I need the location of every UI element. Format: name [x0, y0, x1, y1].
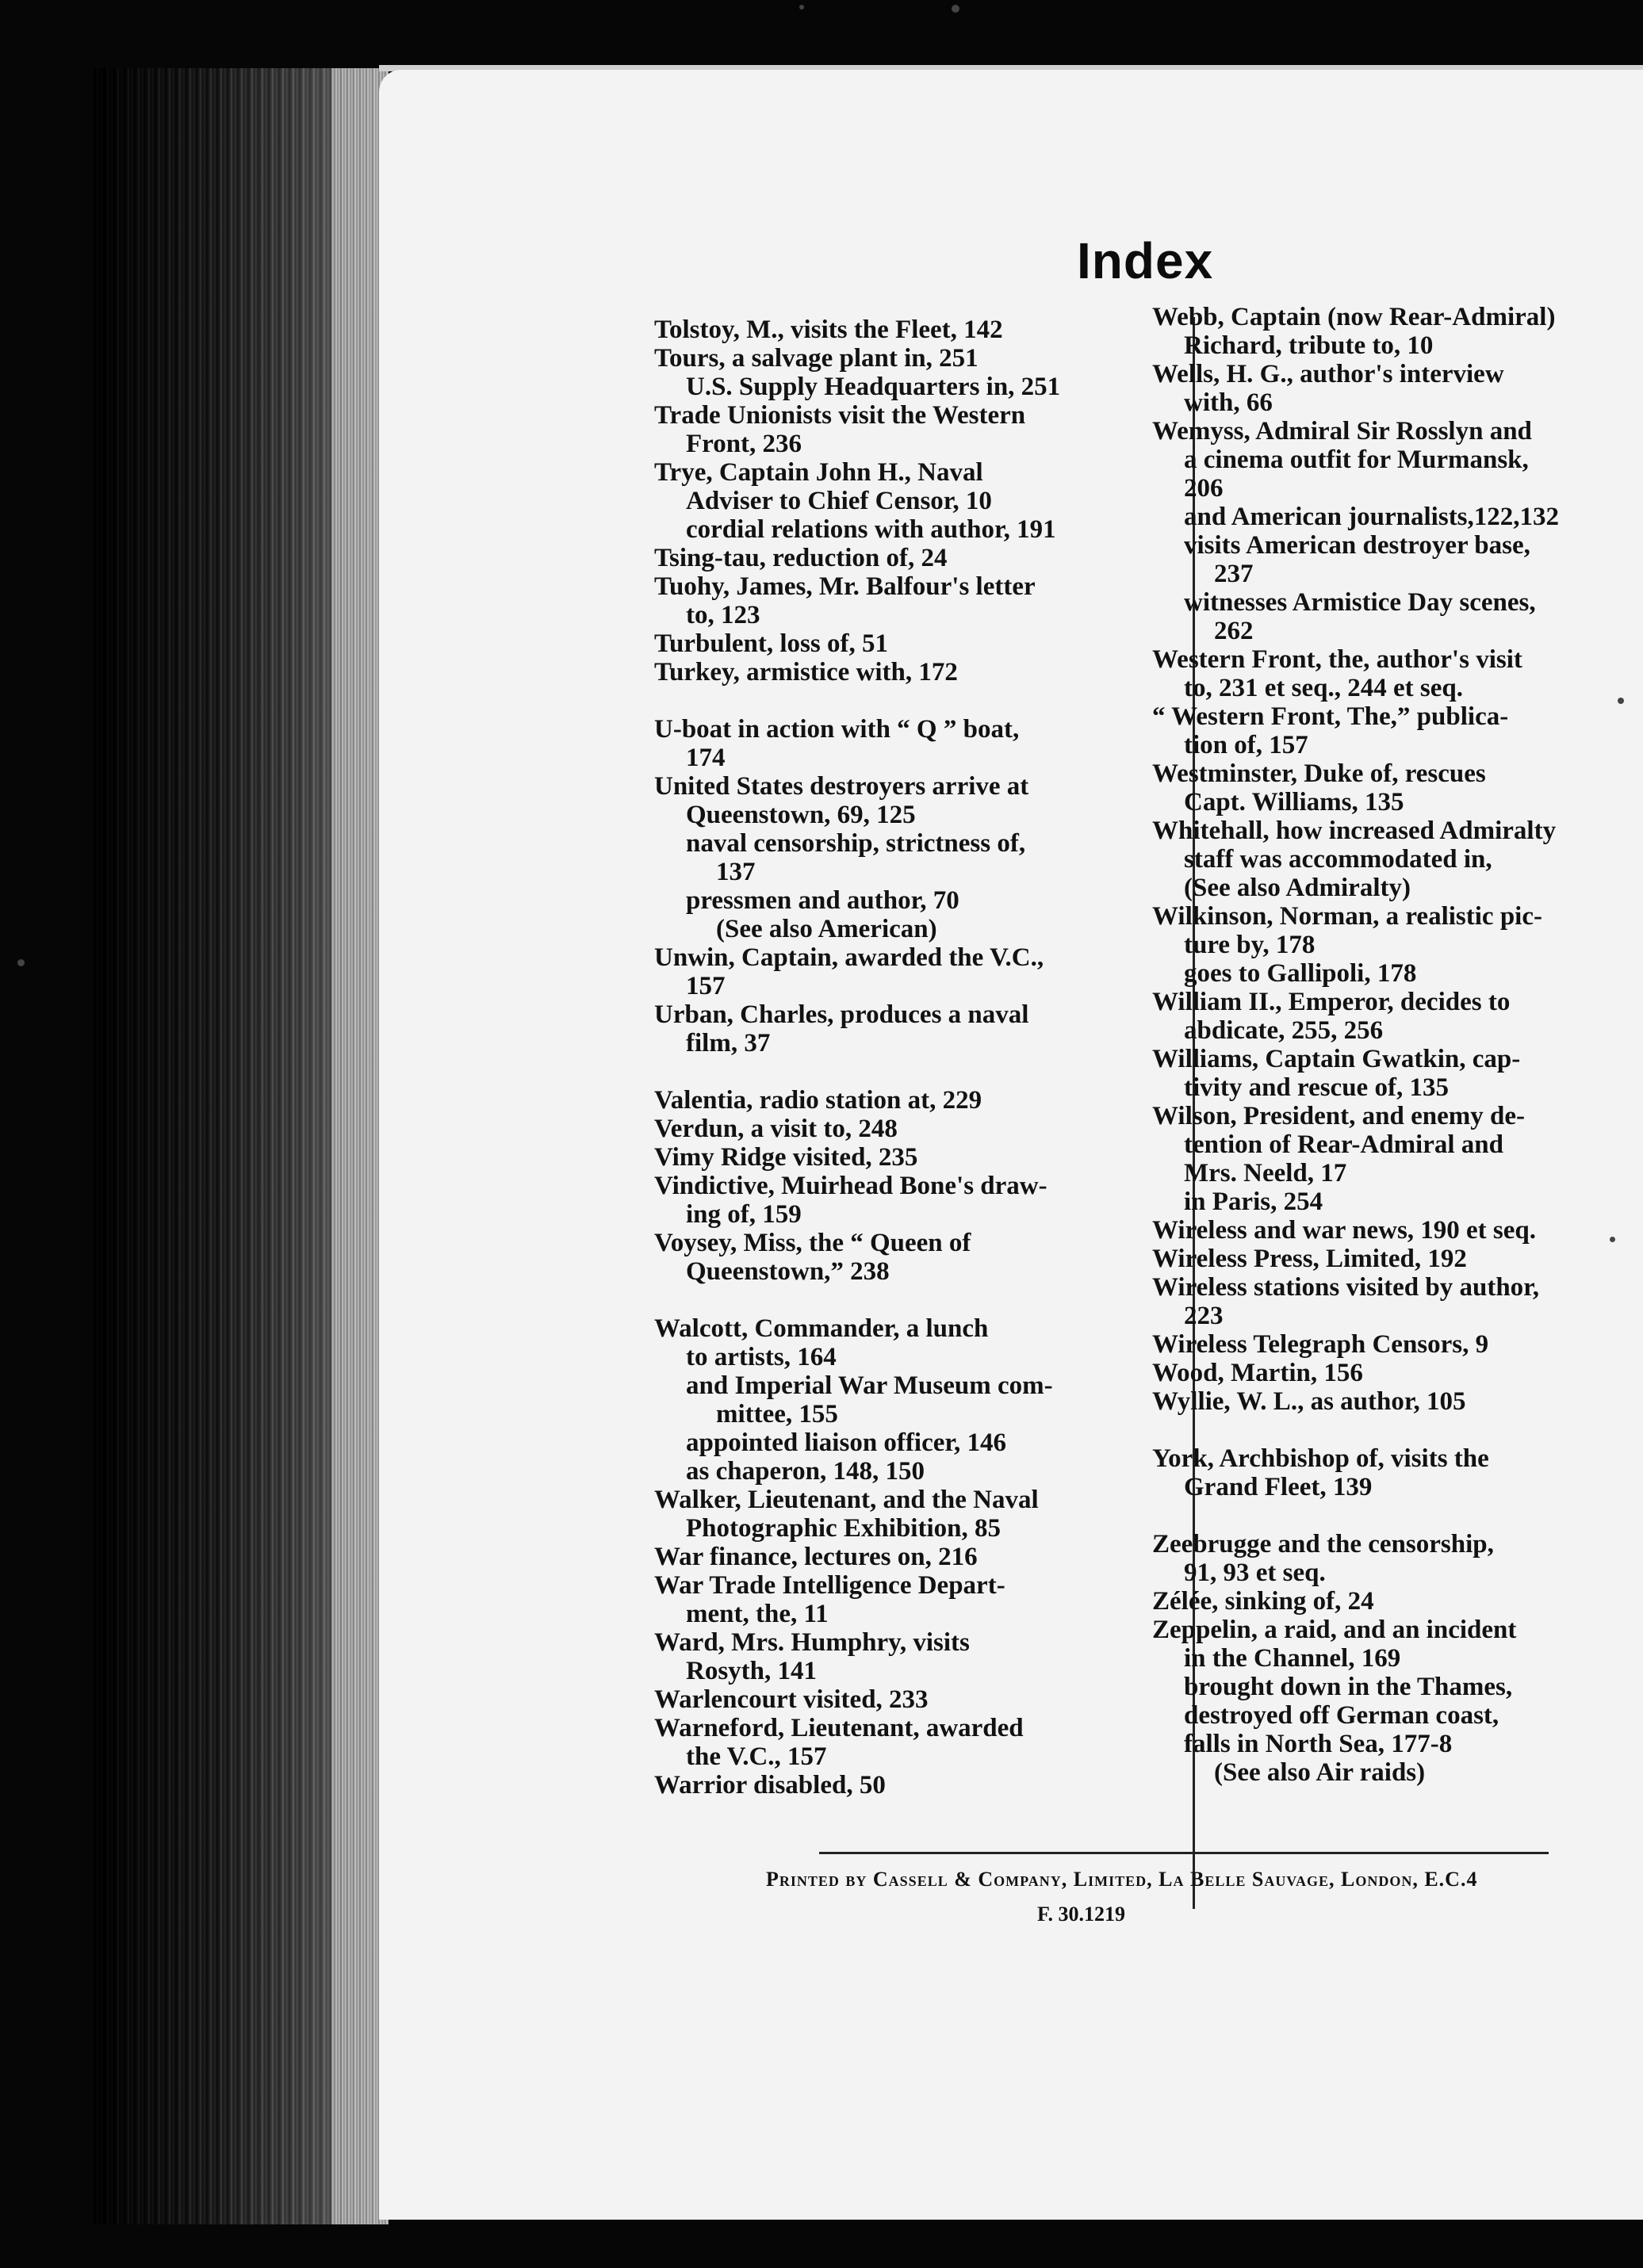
- index-entry-line: U-boat in action with “ Q ” boat,: [654, 715, 1020, 744]
- scan-speck: [799, 5, 804, 10]
- index-entry-line: tention of Rear-Admiral and: [1184, 1130, 1503, 1159]
- index-entry-line: pressmen and author, 70: [686, 886, 959, 915]
- index-entry-line: Verdun, a visit to, 248: [654, 1115, 898, 1143]
- index-entry-line: with, 66: [1184, 388, 1273, 417]
- index-entry-line: Trade Unionists visit the Western: [654, 401, 1026, 430]
- index-entry-line: Zeebrugge and the censorship,: [1152, 1530, 1494, 1559]
- index-entry-line: Wemyss, Admiral Sir Rosslyn and: [1152, 417, 1532, 446]
- index-entry-line: cordial relations with author, 191: [686, 515, 1056, 544]
- index-entry-line: Warneford, Lieutenant, awarded: [654, 1714, 1024, 1742]
- index-entry: [1152, 1387, 1643, 1416]
- index-entry-line: Whitehall, how increased Admiralty: [1152, 817, 1557, 845]
- index-entry-line: Warlencourt visited, 233: [654, 1685, 929, 1714]
- index-entry-line: Wilson, President, and enemy de-: [1152, 1102, 1525, 1130]
- index-entry-line: ing of, 159: [686, 1200, 802, 1229]
- index-entry-line: Capt. Williams, 135: [1184, 788, 1404, 817]
- index-subentry: [1152, 1730, 1643, 1758]
- index-entry-line: (See also Air raids): [1214, 1758, 1426, 1787]
- index-entry-line: Queenstown, 69, 125: [686, 801, 916, 829]
- index-entry: [1152, 988, 1643, 1045]
- index-entry-line: Tolstoy, M., visits the Fleet, 142: [654, 316, 1003, 344]
- index-entry-line: (See also Admiralty): [1184, 874, 1411, 902]
- page-title: Index: [1077, 232, 1214, 289]
- index-entry-line: to, 123: [686, 601, 760, 629]
- index-entry-line: Webb, Captain (now Rear-Admiral): [1152, 303, 1556, 331]
- scan-speck: [952, 5, 959, 13]
- index-entry: [1152, 1045, 1643, 1102]
- index-entry-line: “ Western Front, The,” publica-: [1152, 702, 1509, 731]
- index-entry-line: Wilkinson, Norman, a realistic pic-: [1152, 902, 1542, 931]
- index-entry-line: the V.C., 157: [686, 1742, 827, 1771]
- index-entry-line: Wyllie, W. L., as author, 105: [1152, 1387, 1466, 1416]
- index-entry-line: tion of, 157: [1184, 731, 1308, 759]
- index-entry-line: to, 231 et seq., 244 et seq.: [1184, 674, 1463, 702]
- index-entry-line: Queenstown,” 238: [686, 1257, 890, 1286]
- index-entry-line: destroyed off German coast,: [1184, 1701, 1499, 1730]
- index-entry-line: mittee, 155: [716, 1400, 838, 1428]
- index-subentry: [1152, 959, 1643, 988]
- index-entry: [1152, 360, 1643, 417]
- index-entry-line: Turbulent, loss of, 51: [654, 629, 888, 658]
- job-number: F. 30.1219: [1037, 1903, 1125, 1926]
- index-page: [379, 70, 1643, 2220]
- index-entry-line: Photographic Exhibition, 85: [686, 1514, 1001, 1543]
- index-entry-line: (See also American): [716, 915, 937, 943]
- index-entry-line: Zélée, sinking of, 24: [1152, 1587, 1374, 1616]
- index-entry-line: film, 37: [686, 1029, 771, 1058]
- index-entry-line: goes to Gallipoli, 178: [1184, 959, 1417, 988]
- index-entry-line: Turkey, armistice with, 172: [654, 658, 958, 687]
- index-entry: [1152, 303, 1643, 360]
- index-entry-line: a cinema outfit for Murmansk,: [1184, 446, 1529, 474]
- index-entry-line: in Paris, 254: [1184, 1188, 1323, 1216]
- index-entry-line: Wood, Martin, 156: [1152, 1359, 1363, 1387]
- index-entry: [1152, 1359, 1643, 1387]
- index-entry: [1152, 1216, 1643, 1245]
- index-entry-line: to artists, 164: [686, 1343, 837, 1371]
- index-entry-line: Warrior disabled, 50: [654, 1771, 886, 1799]
- index-subentry: [1152, 1701, 1643, 1730]
- index-entry-line: Urban, Charles, produces a naval: [654, 1000, 1029, 1029]
- index-entry-line: Adviser to Chief Censor, 10: [686, 487, 992, 515]
- index-entry: [1152, 1587, 1643, 1616]
- index-entry-line: Front, 236: [686, 430, 802, 458]
- book-page-edges: [94, 68, 389, 2224]
- index-column-right: [1152, 303, 1643, 1787]
- index-entry-line: and American journalists,122,132: [1184, 503, 1560, 531]
- index-entry: [1152, 902, 1643, 959]
- index-entry-line: ment, the, 11: [686, 1600, 829, 1628]
- index-entry-line: Williams, Captain Gwatkin, cap-: [1152, 1045, 1521, 1073]
- index-entry-line: witnesses Armistice Day scenes,: [1184, 588, 1536, 617]
- scan-speck: [1618, 698, 1624, 704]
- index-entry-line: in the Channel, 169: [1184, 1644, 1401, 1673]
- index-entry-line: Tours, a salvage plant in, 251: [654, 344, 979, 373]
- index-entry-line: Walcott, Commander, a lunch: [654, 1314, 989, 1343]
- index-entry-line: 237: [1214, 560, 1254, 588]
- index-entry-line: U.S. Supply Headquarters in, 251: [686, 373, 1061, 401]
- index-entry-line: Mrs. Neeld, 17: [1184, 1159, 1347, 1188]
- index-entry: [1152, 1530, 1643, 1587]
- index-entry-line: William II., Emperor, decides to: [1152, 988, 1511, 1016]
- index-entry-line: tivity and rescue of, 135: [1184, 1073, 1449, 1102]
- index-entry-line: abdicate, 255, 256: [1184, 1016, 1384, 1045]
- index-subentry: [1152, 1188, 1643, 1216]
- index-entry-line: Valentia, radio station at, 229: [654, 1086, 982, 1115]
- index-subentry: [1152, 588, 1643, 645]
- footer-rule: [819, 1852, 1549, 1854]
- index-entry: [1152, 1330, 1643, 1359]
- index-entry-line: 262: [1214, 617, 1254, 645]
- index-entry-line: Westminster, Duke of, rescues: [1152, 759, 1486, 788]
- printer-imprint: Printed by Cassell & Company, Limited, La Belle Sauvage, London, E.C.4: [766, 1868, 1478, 1891]
- index-entry-line: Wireless Telegraph Censors, 9: [1152, 1330, 1489, 1359]
- index-entry-line: Ward, Mrs. Humphry, visits: [654, 1628, 970, 1657]
- index-subentry: [1152, 531, 1643, 588]
- index-entry-line: visits American destroyer base,: [1184, 531, 1530, 560]
- index-entry-line: Western Front, the, author's visit: [1152, 645, 1522, 674]
- index-entry-line: Grand Fleet, 139: [1184, 1473, 1373, 1501]
- index-entry-line: Walker, Lieutenant, and the Naval: [654, 1486, 1039, 1514]
- index-entry-line: ture by, 178: [1184, 931, 1316, 959]
- section-gap: [1152, 1501, 1643, 1530]
- index-entry-line: 174: [686, 744, 726, 772]
- index-entry-line: 157: [686, 972, 726, 1000]
- index-entry-line: naval censorship, strictness of,: [686, 829, 1026, 858]
- index-entry-line: Unwin, Captain, awarded the V.C.,: [654, 943, 1044, 972]
- index-entry-line: Tuohy, James, Mr. Balfour's letter: [654, 572, 1036, 601]
- index-entry: [1152, 817, 1643, 902]
- index-entry-line: as chaperon, 148, 150: [686, 1457, 925, 1486]
- index-entry: [1152, 1273, 1643, 1330]
- index-entry-line: staff was accommodated in,: [1184, 845, 1492, 874]
- index-entry-line: Wireless stations visited by author,: [1152, 1273, 1540, 1302]
- index-entry-line: Vimy Ridge visited, 235: [654, 1143, 918, 1172]
- index-entry-line: 206: [1184, 474, 1224, 503]
- index-entry-line: Voysey, Miss, the “ Queen of: [654, 1229, 971, 1257]
- index-subentry: [1152, 503, 1643, 531]
- index-entry: [1152, 1245, 1643, 1273]
- index-entry: [1152, 645, 1643, 702]
- section-gap: [1152, 1416, 1643, 1444]
- index-entry-line: Vindictive, Muirhead Bone's draw-: [654, 1172, 1047, 1200]
- index-entry-line: Rosyth, 141: [686, 1657, 818, 1685]
- index-entry: [1152, 417, 1643, 503]
- index-entry-line: War finance, lectures on, 216: [654, 1543, 978, 1571]
- index-entry-line: and Imperial War Museum com-: [686, 1371, 1053, 1400]
- index-entry-line: brought down in the Thames,: [1184, 1673, 1513, 1701]
- index-entry-line: Richard, tribute to, 10: [1184, 331, 1434, 360]
- index-entry-line: War Trade Intelligence Depart-: [654, 1571, 1005, 1600]
- index-subentry: [1152, 1758, 1643, 1787]
- index-entry-line: 223: [1184, 1302, 1224, 1330]
- index-entry: [1152, 702, 1643, 759]
- scan-speck: [17, 959, 25, 966]
- index-entry-line: 137: [716, 858, 756, 886]
- index-entry-line: United States destroyers arrive at: [654, 772, 1029, 801]
- index-entry: [1152, 759, 1643, 817]
- index-entry-line: Wireless and war news, 190 et seq.: [1152, 1216, 1537, 1245]
- index-entry-line: Wireless Press, Limited, 192: [1152, 1245, 1467, 1273]
- index-entry-line: Zeppelin, a raid, and an incident: [1152, 1616, 1517, 1644]
- index-entry-line: appointed liaison officer, 146: [686, 1428, 1006, 1457]
- index-entry-line: 91, 93 et seq.: [1184, 1559, 1326, 1587]
- index-entry-line: Trye, Captain John H., Naval: [654, 458, 983, 487]
- index-entry-line: Tsing-tau, reduction of, 24: [654, 544, 948, 572]
- index-subentry: [1152, 1673, 1643, 1701]
- index-entry: [1152, 1102, 1643, 1188]
- index-entry-line: falls in North Sea, 177-8: [1184, 1730, 1453, 1758]
- index-entry-line: Wells, H. G., author's interview: [1152, 360, 1504, 388]
- index-entry: [1152, 1616, 1643, 1673]
- index-entry: [1152, 1444, 1643, 1501]
- index-entry-line: York, Archbishop of, visits the: [1152, 1444, 1489, 1473]
- scan-speck: [1610, 1237, 1615, 1242]
